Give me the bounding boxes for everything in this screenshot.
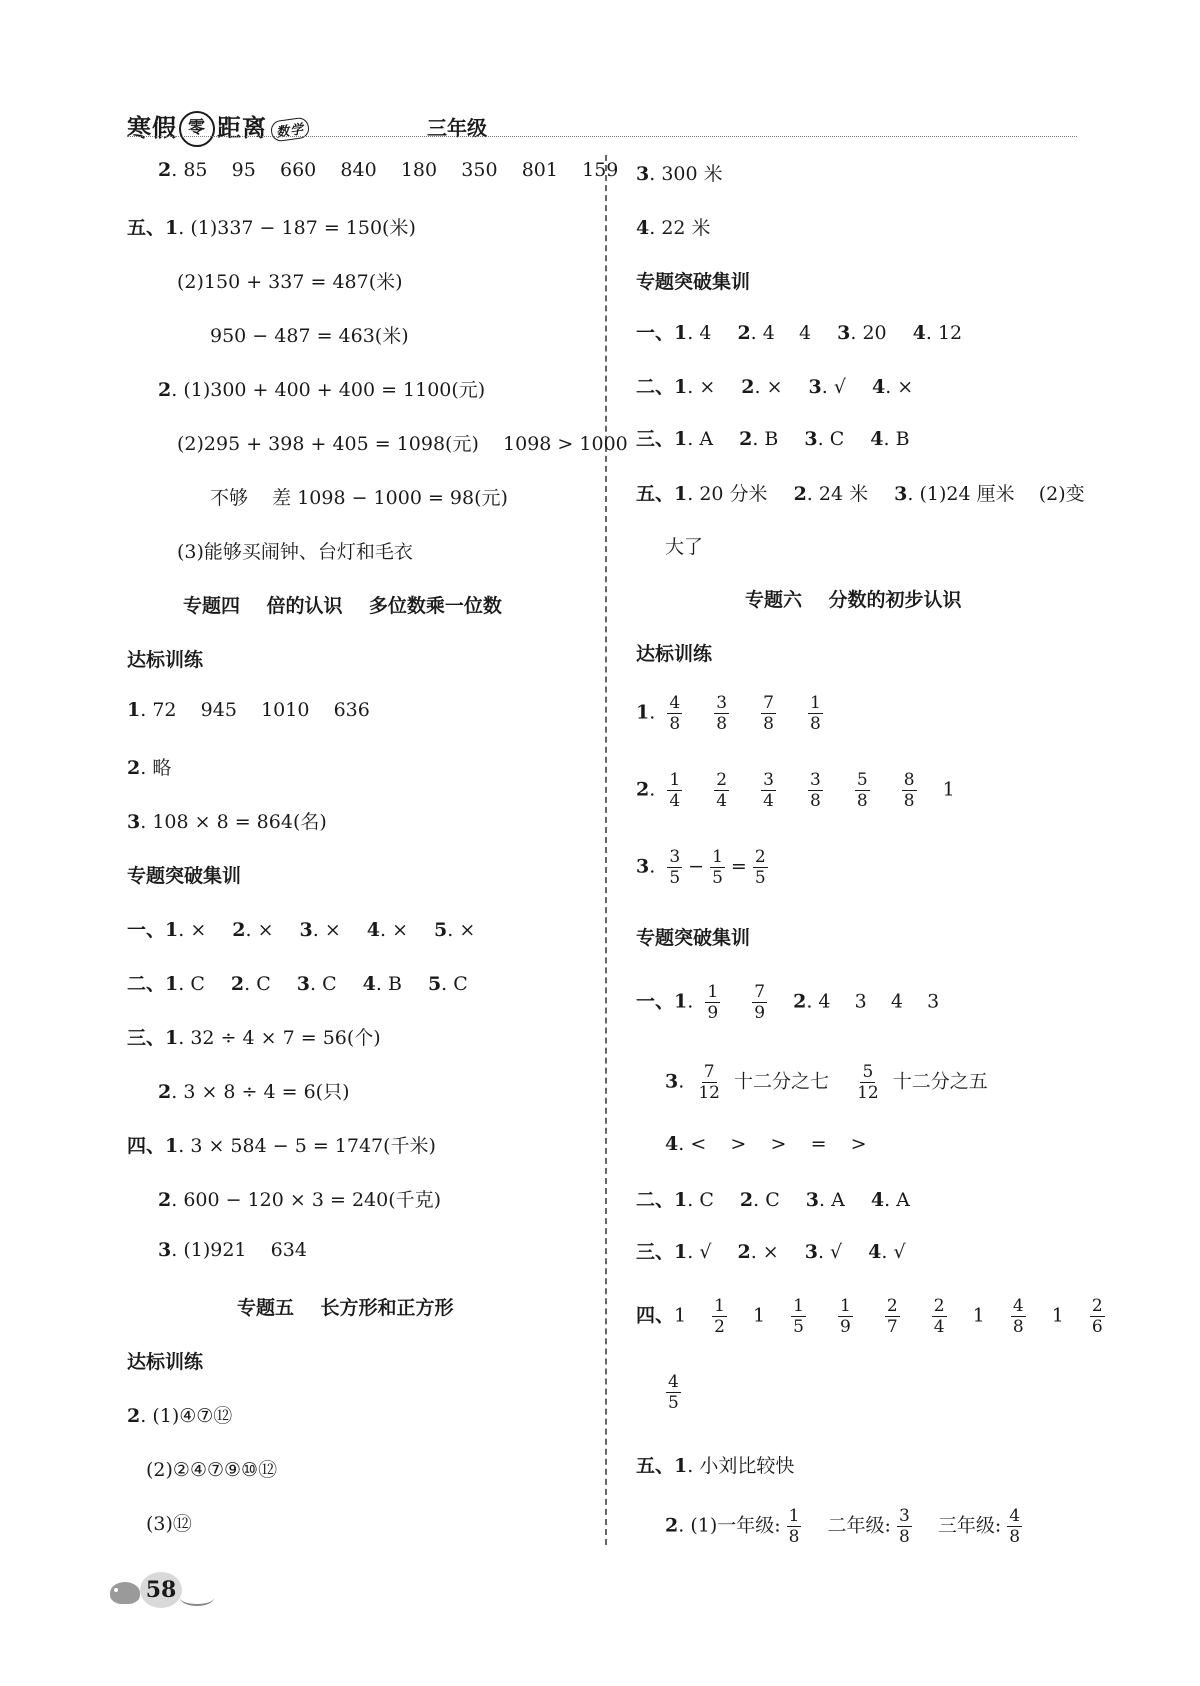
- answer-line: 四、1 $\frac{1}{2}$ 1 $\frac{1}{5}$ $\frac{1}{9}$ $\frac{2}{7}$ $\frac{2}{4}$ 1 $\frac{4}{8}$ 1 $\frac{2}{6}$: [636, 1296, 1103, 1337]
- answer-line: 3. 108 × 8 = 864(名): [127, 811, 327, 833]
- answer-line: 五、1. (1)337 − 187 = 150(米): [127, 217, 416, 239]
- subsection-heading: 达标训练: [127, 1351, 204, 1373]
- fraction: $\frac{8}{8}$: [903, 770, 915, 811]
- section-heading: 专题六 分数的初步认识: [745, 589, 962, 611]
- fraction: $\frac{2}{5}$: [754, 847, 766, 888]
- fraction: $\frac{5}{12}$: [857, 1062, 879, 1103]
- fraction: $\frac{2}{4}$: [716, 770, 728, 811]
- fraction: $\frac{1}{2}$: [714, 1296, 725, 1337]
- answer-line: 4. 22 米: [636, 217, 711, 239]
- page-number: 58: [140, 1572, 182, 1608]
- fraction: $\frac{4}{8}$: [1009, 1506, 1021, 1547]
- fraction: $\frac{7}{12}$: [698, 1062, 720, 1103]
- answer-line-continued: 大了: [665, 536, 704, 558]
- answer-line: 一、1. $\frac{1}{9}$ $\frac{7}{9}$ 2. 4 3 4 3: [636, 982, 940, 1023]
- answer-line: 三、1. √ 2. × 3. √ 4. √: [636, 1241, 906, 1263]
- fraction: $\frac{2}{4}$: [933, 1296, 945, 1337]
- answer-line: (2)295 + 398 + 405 = 1098(元) 1098 > 1000: [177, 433, 628, 455]
- answer-line: 2. (1)一年级: $\frac{1}{8}$ 二年级: $\frac{3}{8}$ 三年级: $\frac{4}{8}$: [665, 1506, 1021, 1547]
- answer-line: 一、1. 4 2. 4 4 3. 20 4. 12: [636, 322, 963, 344]
- answer-line: (2)150 + 337 = 487(米): [177, 271, 403, 293]
- page-number-badge: [110, 1568, 210, 1612]
- subsection-heading: 达标训练: [636, 643, 713, 665]
- answer-line: 三、1. A 2. B 3. C 4. B: [636, 428, 910, 450]
- answer-line: 3. 300 米: [636, 163, 723, 185]
- answer-line: 2. 600 − 120 × 3 = 240(千克): [158, 1189, 442, 1211]
- answer-line: 不够 差 1098 − 1000 = 98(元): [210, 487, 508, 509]
- answer-line: 3. $\frac{3}{5}$ − $\frac{1}{5}$ = $\frac{2}{5}$: [636, 847, 766, 888]
- answer-line: 3. $\frac{7}{12}$ 十二分之七 $\frac{5}{12}$ 十二分之五: [665, 1062, 988, 1103]
- answer-line: 1. $\frac{4}{8}$ $\frac{3}{8}$ $\frac{7}{8}$ $\frac{1}{8}$: [636, 693, 821, 734]
- bird-icon: [110, 1582, 140, 1604]
- answer-line: 二、1. C 2. C 3. C 4. B 5. C: [127, 973, 468, 995]
- answer-line: 四、1. 3 × 584 − 5 = 1747(千米): [127, 1135, 436, 1157]
- page-header: [127, 108, 1077, 142]
- column-divider: [605, 155, 607, 1545]
- answer-line: 4. < > > = >: [665, 1133, 867, 1155]
- fraction: $\frac{1}{5}$: [712, 847, 723, 888]
- subsection-heading: 专题突破集训: [636, 927, 751, 949]
- answer-line: (3)⑫: [146, 1513, 192, 1535]
- subject-badge: 数学: [270, 116, 311, 142]
- fraction: $\frac{1}{8}$: [809, 693, 821, 734]
- fraction: $\frac{7}{9}$: [754, 982, 766, 1023]
- answer-line: 二、1. C 2. C 3. A 4. A: [636, 1189, 910, 1211]
- answer-line: 2. $\frac{1}{4}$ $\frac{2}{4}$ $\frac{3}{4}$ $\frac{3}{8}$ $\frac{5}{8}$ $\frac{8}{8}$ 1: [636, 770, 955, 811]
- answer-line: 五、1. 小刘比较快: [636, 1455, 795, 1477]
- answer-line: 2. 略: [127, 757, 172, 779]
- brand-circle-char: 零: [179, 111, 215, 147]
- answer-line: 二、1. × 2. × 3. √ 4. ×: [636, 376, 914, 398]
- fraction: $\frac{2}{6}$: [1091, 1296, 1103, 1337]
- answer-line: 2. 85 95 660 840 180 350 801 159: [158, 159, 619, 181]
- answer-line: 2. 3 × 8 ÷ 4 = 6(只): [158, 1081, 350, 1103]
- fraction: $\frac{1}{8}$: [788, 1506, 800, 1547]
- brand-logo: [127, 108, 309, 147]
- section-heading: 专题五 长方形和正方形: [237, 1297, 454, 1319]
- fraction: $\frac{3}{4}$: [763, 770, 774, 811]
- answer-line: 1. 72 945 1010 636: [127, 699, 370, 721]
- answer-line: 2. (1)300 + 400 + 400 = 1100(元): [158, 379, 486, 401]
- subsection-heading: 专题突破集训: [636, 271, 751, 293]
- fraction: $\frac{1}{9}$: [707, 982, 719, 1023]
- answer-line: 一、1. × 2. × 3. × 4. × 5. ×: [127, 919, 476, 941]
- fraction: $\frac{1}{9}$: [840, 1296, 851, 1337]
- subsection-heading: 专题突破集训: [127, 865, 242, 887]
- fraction: $\frac{3}{8}$: [809, 770, 821, 811]
- brand-text-1: 寒假: [127, 114, 177, 142]
- answer-line: 三、1. 32 ÷ 4 × 7 = 56(个): [127, 1027, 381, 1049]
- fraction: $\frac{2}{7}$: [886, 1296, 898, 1337]
- answer-line: (2)②④⑦⑨⑩⑫: [146, 1459, 278, 1481]
- answer-line: 950 − 487 = 463(米): [210, 325, 409, 347]
- fraction: $\frac{4}{8}$: [1012, 1296, 1024, 1337]
- decorative-curl-icon: [180, 1590, 214, 1606]
- answer-line: (3)能够买闹钟、台灯和毛衣: [177, 541, 413, 563]
- fraction: $\frac{3}{8}$: [898, 1506, 910, 1547]
- fraction: $\frac{5}{8}$: [856, 770, 868, 811]
- brand-text-2: 距离: [217, 114, 267, 142]
- fraction: $\frac{1}{5}$: [793, 1296, 804, 1337]
- fraction: $\frac{4}{8}$: [669, 693, 681, 734]
- fraction: $\frac{3}{5}$: [669, 847, 681, 888]
- fraction: $\frac{4}{5}$: [668, 1372, 679, 1413]
- subsection-heading: 达标训练: [127, 649, 204, 671]
- header-rule: [127, 136, 1077, 137]
- answer-line: 2. (1)④⑦⑫: [127, 1405, 233, 1427]
- fraction: $\frac{1}{4}$: [669, 770, 681, 811]
- grade-label: 三年级: [427, 116, 487, 140]
- section-heading: 专题四 倍的认识 多位数乘一位数: [183, 595, 502, 617]
- answer-line-continued: [660, 1372, 687, 1413]
- fraction: $\frac{3}{8}$: [716, 693, 728, 734]
- answer-line: 3. (1)921 634: [158, 1239, 307, 1261]
- fraction: $\frac{7}{8}$: [763, 693, 774, 734]
- answer-line: 五、1. 20 分米 2. 24 米 3. (1)24 厘米 (2)变: [636, 483, 1085, 505]
